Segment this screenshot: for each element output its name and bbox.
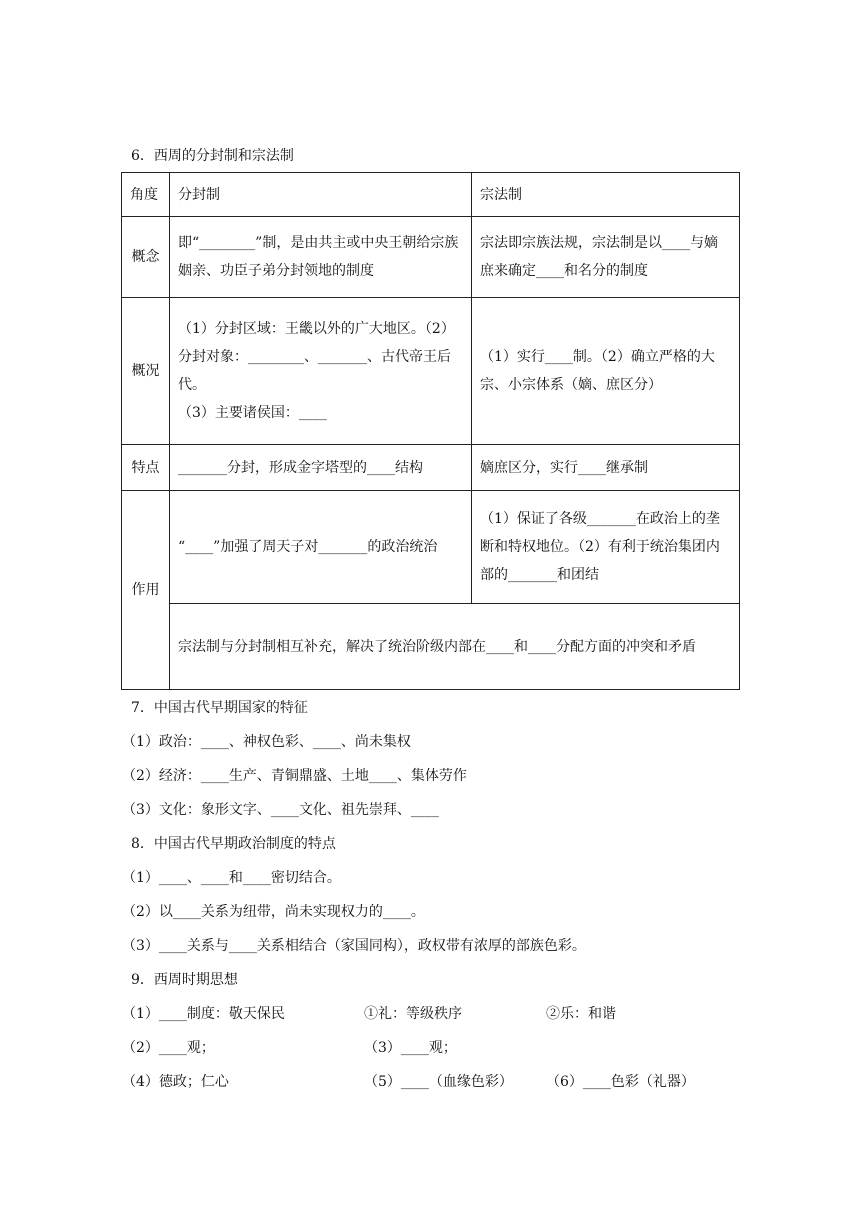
section-9-r1-c3: ②乐：和谐 [546,1006,616,1022]
row-label-concept: 概念 [122,217,170,298]
table-row [122,298,740,445]
header-angle: 角度 [122,173,170,217]
cell-overview-zongfa: （1）实行____制。（2）确立严格的大宗、小宗体系（嫡、庶区分） [472,298,740,445]
section-9-r1-c1: （1）____制度：敬天保民 [122,1006,285,1022]
section-9-r3-c1: （4）德政；仁心 [122,1074,229,1090]
cell-effect-fenfeng: “____”加强了周天子对_______的政治统治 [170,491,472,604]
section-6-title: 6．西周的分封制和宗法制 [131,148,294,164]
section-7-item-3: （3）文化：象形文字、____文化、祖先崇拜、____ [122,802,439,818]
cell-effect-zongfa: （1）保证了各级_______在政治上的垄断和特权地位。（2）有利于统治集团内部的_______和团结 [472,491,740,604]
table-header-row [122,173,740,217]
section-9-r2-c1: （2）____观； [122,1040,215,1056]
table-row [122,604,740,690]
header-fenfeng: 分封制 [170,173,472,217]
section-9-title: 9．西周时期思想 [131,972,238,988]
section-9-r2-c2: （3）____观； [364,1040,457,1056]
overview-fenfeng-line1: （1）分封区域：王畿以外的广大地区。（2）分封对象：________、_______、古代帝王后代。 [178,321,455,393]
table-row [122,445,740,491]
header-zongfa: 宗法制 [472,173,740,217]
section-8-title: 8．中国古代早期政治制度的特点 [131,836,336,852]
row-label-feature: 特点 [122,445,170,491]
fenfeng-zongfa-table [121,172,740,690]
cell-effect-combined: 宗法制与分封制相互补充，解决了统治阶级内部在____和____分配方面的冲突和矛盾 [170,604,740,690]
cell-concept-fenfeng: 即“________”制，是由共主或中央王朝给宗族姻亲、功臣子弟分封领地的制度 [170,217,472,298]
section-7-title: 7．中国古代早期国家的特征 [131,700,308,716]
section-9-r3-c2: （5）____（血缘色彩） [364,1074,513,1090]
section-9-r1-c2: ①礼：等级秩序 [364,1006,462,1022]
table-row [122,217,740,298]
cell-concept-zongfa: 宗法即宗族法规，宗法制是以____与嫡庶来确定____和名分的制度 [472,217,740,298]
section-8-item-2: （2）以____关系为纽带，尚未实现权力的____。 [122,904,425,920]
overview-fenfeng-line2: （3）主要诸侯国：____ [178,405,327,421]
cell-feature-zongfa: 嫡庶区分，实行____继承制 [472,445,740,491]
cell-overview-fenfeng [170,298,472,445]
section-8-item-3: （3）____关系与____关系相结合（家国同构），政权带有浓厚的部族色彩。 [122,938,586,954]
section-9-r3-c3: （6）____色彩（礼器） [546,1074,695,1090]
section-8-item-1: （1）____、____和____密切结合。 [122,870,341,886]
table-row [122,491,740,604]
cell-feature-fenfeng: _______分封，形成金字塔型的____结构 [170,445,472,491]
section-7-item-1: （1）政治：____、神权色彩、____、尚未集权 [122,734,411,750]
row-label-overview: 概况 [122,298,170,445]
row-label-effect: 作用 [122,491,170,690]
section-7-item-2: （2）经济：____生产、青铜鼎盛、土地____、集体劳作 [122,768,467,784]
